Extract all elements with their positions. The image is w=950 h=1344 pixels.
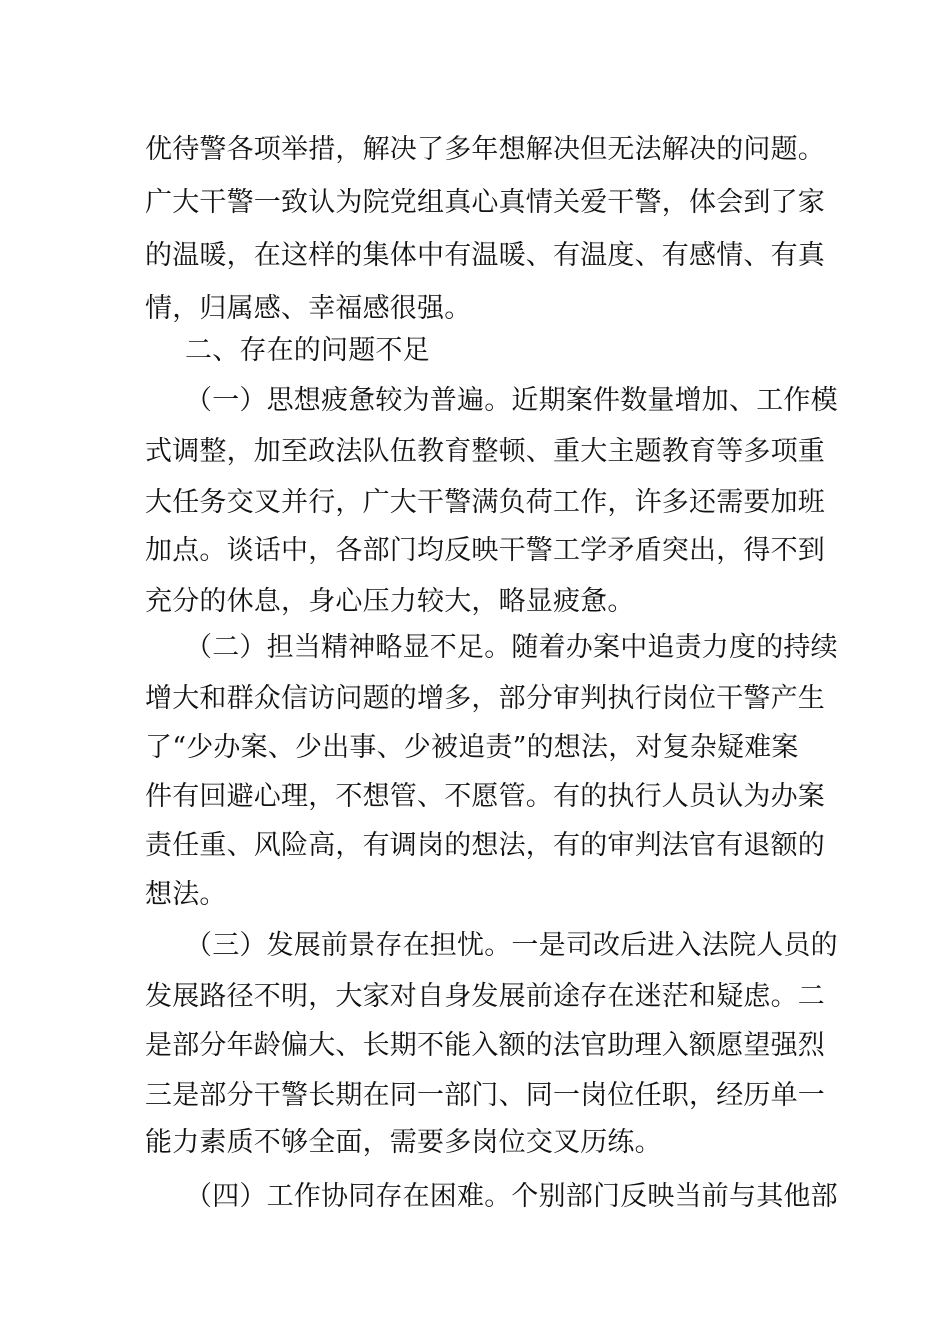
text-line: 发展路径不明，大家对自身发展前途存在迷茫和疑虑。二 <box>145 981 825 1012</box>
text-line: 情，归属感、幸福感很强。 <box>145 293 472 324</box>
text-line: 了“少办案、少出事、少被追责”的想法，对复杂疑难案 <box>145 732 799 763</box>
text-line: 责任重、风险高，有调岗的想法，有的审判法官有退额的 <box>145 830 825 861</box>
paragraph-heading-line: （三）发展前景存在担忧。一是司改后进入法院人员的 <box>185 930 838 961</box>
paragraph-heading-line: （二）担当精神略显不足。随着办案中追责力度的持续 <box>185 632 838 663</box>
text-line: 增大和群众信访问题的增多，部分审判执行岗位干警产生 <box>145 683 825 714</box>
text-line: 的温暖，在这样的集体中有温暖、有温度、有感情、有真 <box>145 240 825 271</box>
text-line: 三是部分干警长期在同一部门、同一岗位任职，经历单一 <box>145 1080 825 1111</box>
text-line: 能力素质不够全面，需要多岗位交叉历练。 <box>145 1127 662 1158</box>
section-heading: 二、存在的问题不足 <box>185 335 430 366</box>
text-line: 大任务交叉并行，广大干警满负荷工作，许多还需要加班 <box>145 487 825 518</box>
text-line: 广大干警一致认为院党组真心真情关爱干警，体会到了家 <box>145 187 825 218</box>
text-line: 式调整，加至政法队伍教育整顿、重大主题教育等多项重 <box>145 436 825 467</box>
text-line: 是部分年龄偏大、长期不能入额的法官助理入额愿望强烈 <box>145 1030 825 1061</box>
paragraph-heading-line: （四）工作协同存在困难。个别部门反映当前与其他部 <box>185 1181 838 1212</box>
text-line: 优待警各项举措，解决了多年想解决但无法解决的问题。 <box>145 134 825 165</box>
text-line: 件有回避心理，不想管、不愿管。有的执行人员认为办案 <box>145 781 825 812</box>
text-line: 加点。谈话中，各部门均反映干警工学矛盾突出，得不到 <box>145 535 825 566</box>
text-line: 想法。 <box>145 879 227 910</box>
text-line: 充分的休息，身心压力较大，略显疲惫。 <box>145 586 635 617</box>
paragraph-heading-line: （一）思想疲惫较为普遍。近期案件数量增加、工作模 <box>185 385 838 416</box>
